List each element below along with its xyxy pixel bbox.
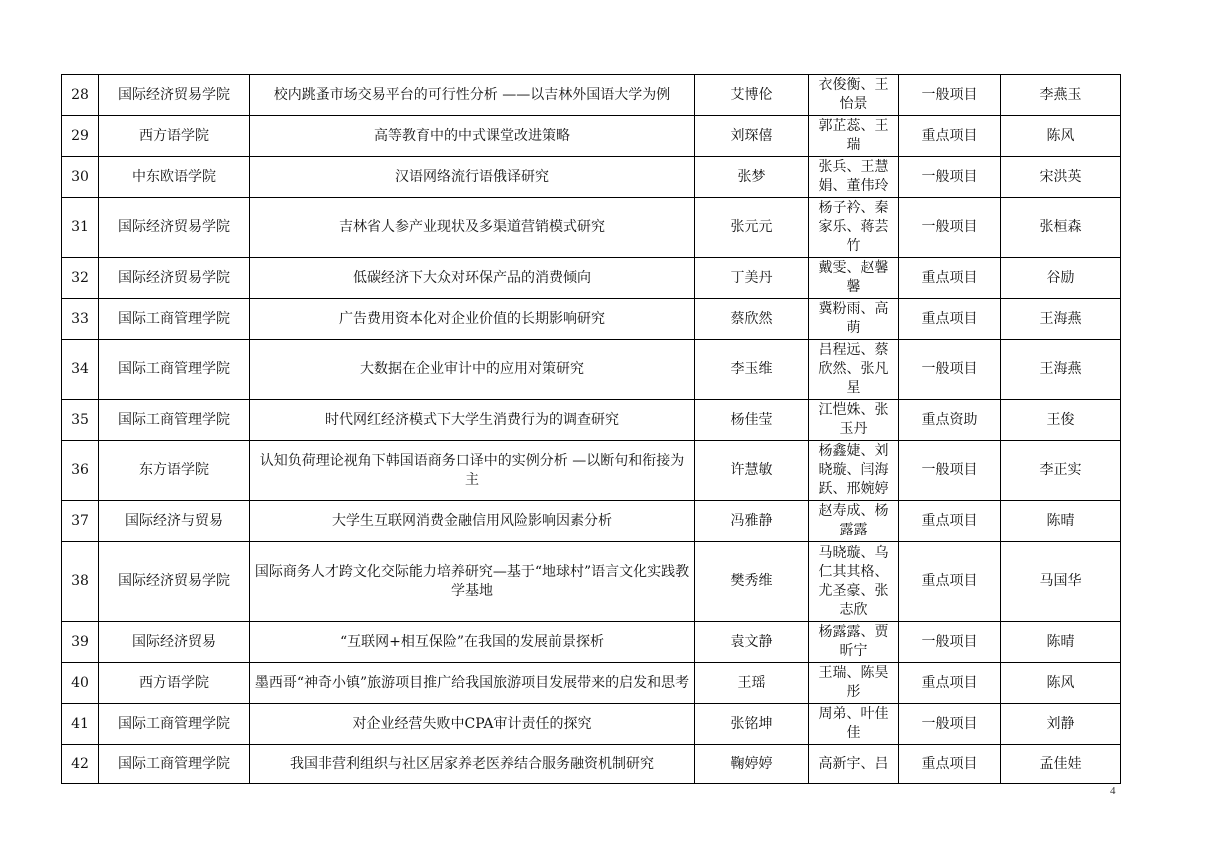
leader-cell: 张梦 <box>695 157 809 198</box>
advisor-cell: 陈风 <box>1001 663 1121 704</box>
members-cell: 杨鑫婕、刘晓璇、闫海跃、邢婉婷 <box>809 441 899 501</box>
leader-cell: 王瑶 <box>695 663 809 704</box>
table-row <box>62 75 1121 116</box>
page-number: 4 <box>1110 785 1116 797</box>
row-number: 36 <box>62 441 99 501</box>
leader-cell: 樊秀维 <box>695 542 809 622</box>
members-cell: 张兵、王慧娟、董伟玲 <box>809 157 899 198</box>
project-type-cell: 重点项目 <box>899 745 1001 784</box>
leader-cell: 鞠婷婷 <box>695 745 809 784</box>
advisor-cell: 宋洪英 <box>1001 157 1121 198</box>
project-title-cell: 时代网红经济模式下大学生消费行为的调查研究 <box>250 400 695 441</box>
members-cell: 赵寿成、杨露露 <box>809 501 899 542</box>
members-cell: 马晓璇、乌仁其其格、尤圣豪、张志欣 <box>809 542 899 622</box>
advisor-cell: 陈风 <box>1001 116 1121 157</box>
row-number: 29 <box>62 116 99 157</box>
college-cell: 国际工商管理学院 <box>99 340 250 400</box>
project-type-cell: 重点项目 <box>899 299 1001 340</box>
row-number: 40 <box>62 663 99 704</box>
row-number: 41 <box>62 704 99 745</box>
leader-cell: 杨佳莹 <box>695 400 809 441</box>
project-type-cell: 一般项目 <box>899 340 1001 400</box>
leader-cell: 刘琛僖 <box>695 116 809 157</box>
college-cell: 西方语学院 <box>99 116 250 157</box>
college-cell: 国际工商管理学院 <box>99 745 250 784</box>
project-title-cell: 国际商务人才跨文化交际能力培养研究—基于“地球村”语言文化实践教学基地 <box>250 542 695 622</box>
advisor-cell: 李燕玉 <box>1001 75 1121 116</box>
table-row <box>62 157 1121 198</box>
advisor-cell: 陈晴 <box>1001 622 1121 663</box>
members-cell: 王瑞、陈昊彤 <box>809 663 899 704</box>
members-cell: 戴雯、赵馨馨 <box>809 258 899 299</box>
row-number: 32 <box>62 258 99 299</box>
project-type-cell: 一般项目 <box>899 622 1001 663</box>
project-title-cell: 墨西哥“神奇小镇”旅游项目推广给我国旅游项目发展带来的启发和思考 <box>250 663 695 704</box>
project-title-cell: 高等教育中的中式课堂改进策略 <box>250 116 695 157</box>
row-number: 28 <box>62 75 99 116</box>
table-row <box>62 258 1121 299</box>
project-type-cell: 重点资助 <box>899 400 1001 441</box>
members-cell: 杨露露、贾昕宁 <box>809 622 899 663</box>
advisor-cell: 谷励 <box>1001 258 1121 299</box>
row-number: 39 <box>62 622 99 663</box>
table-row <box>62 704 1121 745</box>
project-title-cell: “互联网+相互保险”在我国的发展前景探析 <box>250 622 695 663</box>
project-type-cell: 重点项目 <box>899 116 1001 157</box>
college-cell: 国际经济贸易 <box>99 622 250 663</box>
row-number: 37 <box>62 501 99 542</box>
project-title-cell: 对企业经营失败中CPA审计责任的探究 <box>250 704 695 745</box>
college-cell: 国际工商管理学院 <box>99 400 250 441</box>
project-title-cell: 广告费用资本化对企业价值的长期影响研究 <box>250 299 695 340</box>
members-cell: 冀粉雨、高萌 <box>809 299 899 340</box>
leader-cell: 丁美丹 <box>695 258 809 299</box>
advisor-cell: 刘静 <box>1001 704 1121 745</box>
advisor-cell: 马国华 <box>1001 542 1121 622</box>
advisor-cell: 张桓森 <box>1001 198 1121 258</box>
table-row <box>62 340 1121 400</box>
college-cell: 国际工商管理学院 <box>99 299 250 340</box>
project-type-cell: 重点项目 <box>899 258 1001 299</box>
table-row <box>62 441 1121 501</box>
table-body <box>62 75 1121 784</box>
row-number: 33 <box>62 299 99 340</box>
advisor-cell: 王海燕 <box>1001 299 1121 340</box>
advisor-cell: 王海燕 <box>1001 340 1121 400</box>
project-type-cell: 重点项目 <box>899 501 1001 542</box>
college-cell: 国际经济与贸易 <box>99 501 250 542</box>
members-cell: 吕程远、蔡欣然、张凡星 <box>809 340 899 400</box>
project-title-cell: 低碳经济下大众对环保产品的消费倾向 <box>250 258 695 299</box>
project-title-cell: 我国非营利组织与社区居家养老医养结合服务融资机制研究 <box>250 745 695 784</box>
table-row <box>62 198 1121 258</box>
table-row <box>62 622 1121 663</box>
row-number: 31 <box>62 198 99 258</box>
project-type-cell: 一般项目 <box>899 157 1001 198</box>
project-title-cell: 吉林省人参产业现状及多渠道营销模式研究 <box>250 198 695 258</box>
college-cell: 中东欧语学院 <box>99 157 250 198</box>
members-cell: 郭芷蕊、王瑞 <box>809 116 899 157</box>
advisor-cell: 孟佳娃 <box>1001 745 1121 784</box>
project-title-cell: 大学生互联网消费金融信用风险影响因素分析 <box>250 501 695 542</box>
project-type-cell: 一般项目 <box>899 198 1001 258</box>
project-type-cell: 一般项目 <box>899 704 1001 745</box>
college-cell: 国际经济贸易学院 <box>99 198 250 258</box>
project-type-cell: 一般项目 <box>899 441 1001 501</box>
project-title-cell: 校内跳蚤市场交易平台的可行性分析 ——以吉林外国语大学为例 <box>250 75 695 116</box>
project-type-cell: 重点项目 <box>899 663 1001 704</box>
college-cell: 国际经济贸易学院 <box>99 542 250 622</box>
college-cell: 东方语学院 <box>99 441 250 501</box>
row-number: 38 <box>62 542 99 622</box>
advisor-cell: 陈晴 <box>1001 501 1121 542</box>
table-row <box>62 663 1121 704</box>
members-cell: 衣俊衡、王怡景 <box>809 75 899 116</box>
college-cell: 国际工商管理学院 <box>99 704 250 745</box>
advisor-cell: 李正实 <box>1001 441 1121 501</box>
row-number: 42 <box>62 745 99 784</box>
leader-cell: 李玉维 <box>695 340 809 400</box>
leader-cell: 蔡欣然 <box>695 299 809 340</box>
advisor-cell: 王俊 <box>1001 400 1121 441</box>
members-cell: 江恺姝、张玉丹 <box>809 400 899 441</box>
row-number: 35 <box>62 400 99 441</box>
table-row <box>62 745 1121 784</box>
project-title-cell: 汉语网络流行语俄译研究 <box>250 157 695 198</box>
table-row <box>62 400 1121 441</box>
table-row <box>62 501 1121 542</box>
college-cell: 国际经济贸易学院 <box>99 258 250 299</box>
members-cell: 高新宇、吕 <box>809 745 899 784</box>
college-cell: 国际经济贸易学院 <box>99 75 250 116</box>
college-cell: 西方语学院 <box>99 663 250 704</box>
project-table <box>61 74 1121 784</box>
members-cell: 杨子衿、秦家乐、蒋芸竹 <box>809 198 899 258</box>
leader-cell: 袁文静 <box>695 622 809 663</box>
members-cell: 周弟、叶佳佳 <box>809 704 899 745</box>
leader-cell: 张元元 <box>695 198 809 258</box>
table-row <box>62 299 1121 340</box>
leader-cell: 艾博伦 <box>695 75 809 116</box>
project-type-cell: 重点项目 <box>899 542 1001 622</box>
table-row <box>62 542 1121 622</box>
leader-cell: 张铭坤 <box>695 704 809 745</box>
row-number: 30 <box>62 157 99 198</box>
project-title-cell: 认知负荷理论视角下韩国语商务口译中的实例分析 —以断句和衔接为主 <box>250 441 695 501</box>
table-row <box>62 116 1121 157</box>
row-number: 34 <box>62 340 99 400</box>
project-type-cell: 一般项目 <box>899 75 1001 116</box>
leader-cell: 许慧敏 <box>695 441 809 501</box>
project-title-cell: 大数据在企业审计中的应用对策研究 <box>250 340 695 400</box>
leader-cell: 冯雅静 <box>695 501 809 542</box>
